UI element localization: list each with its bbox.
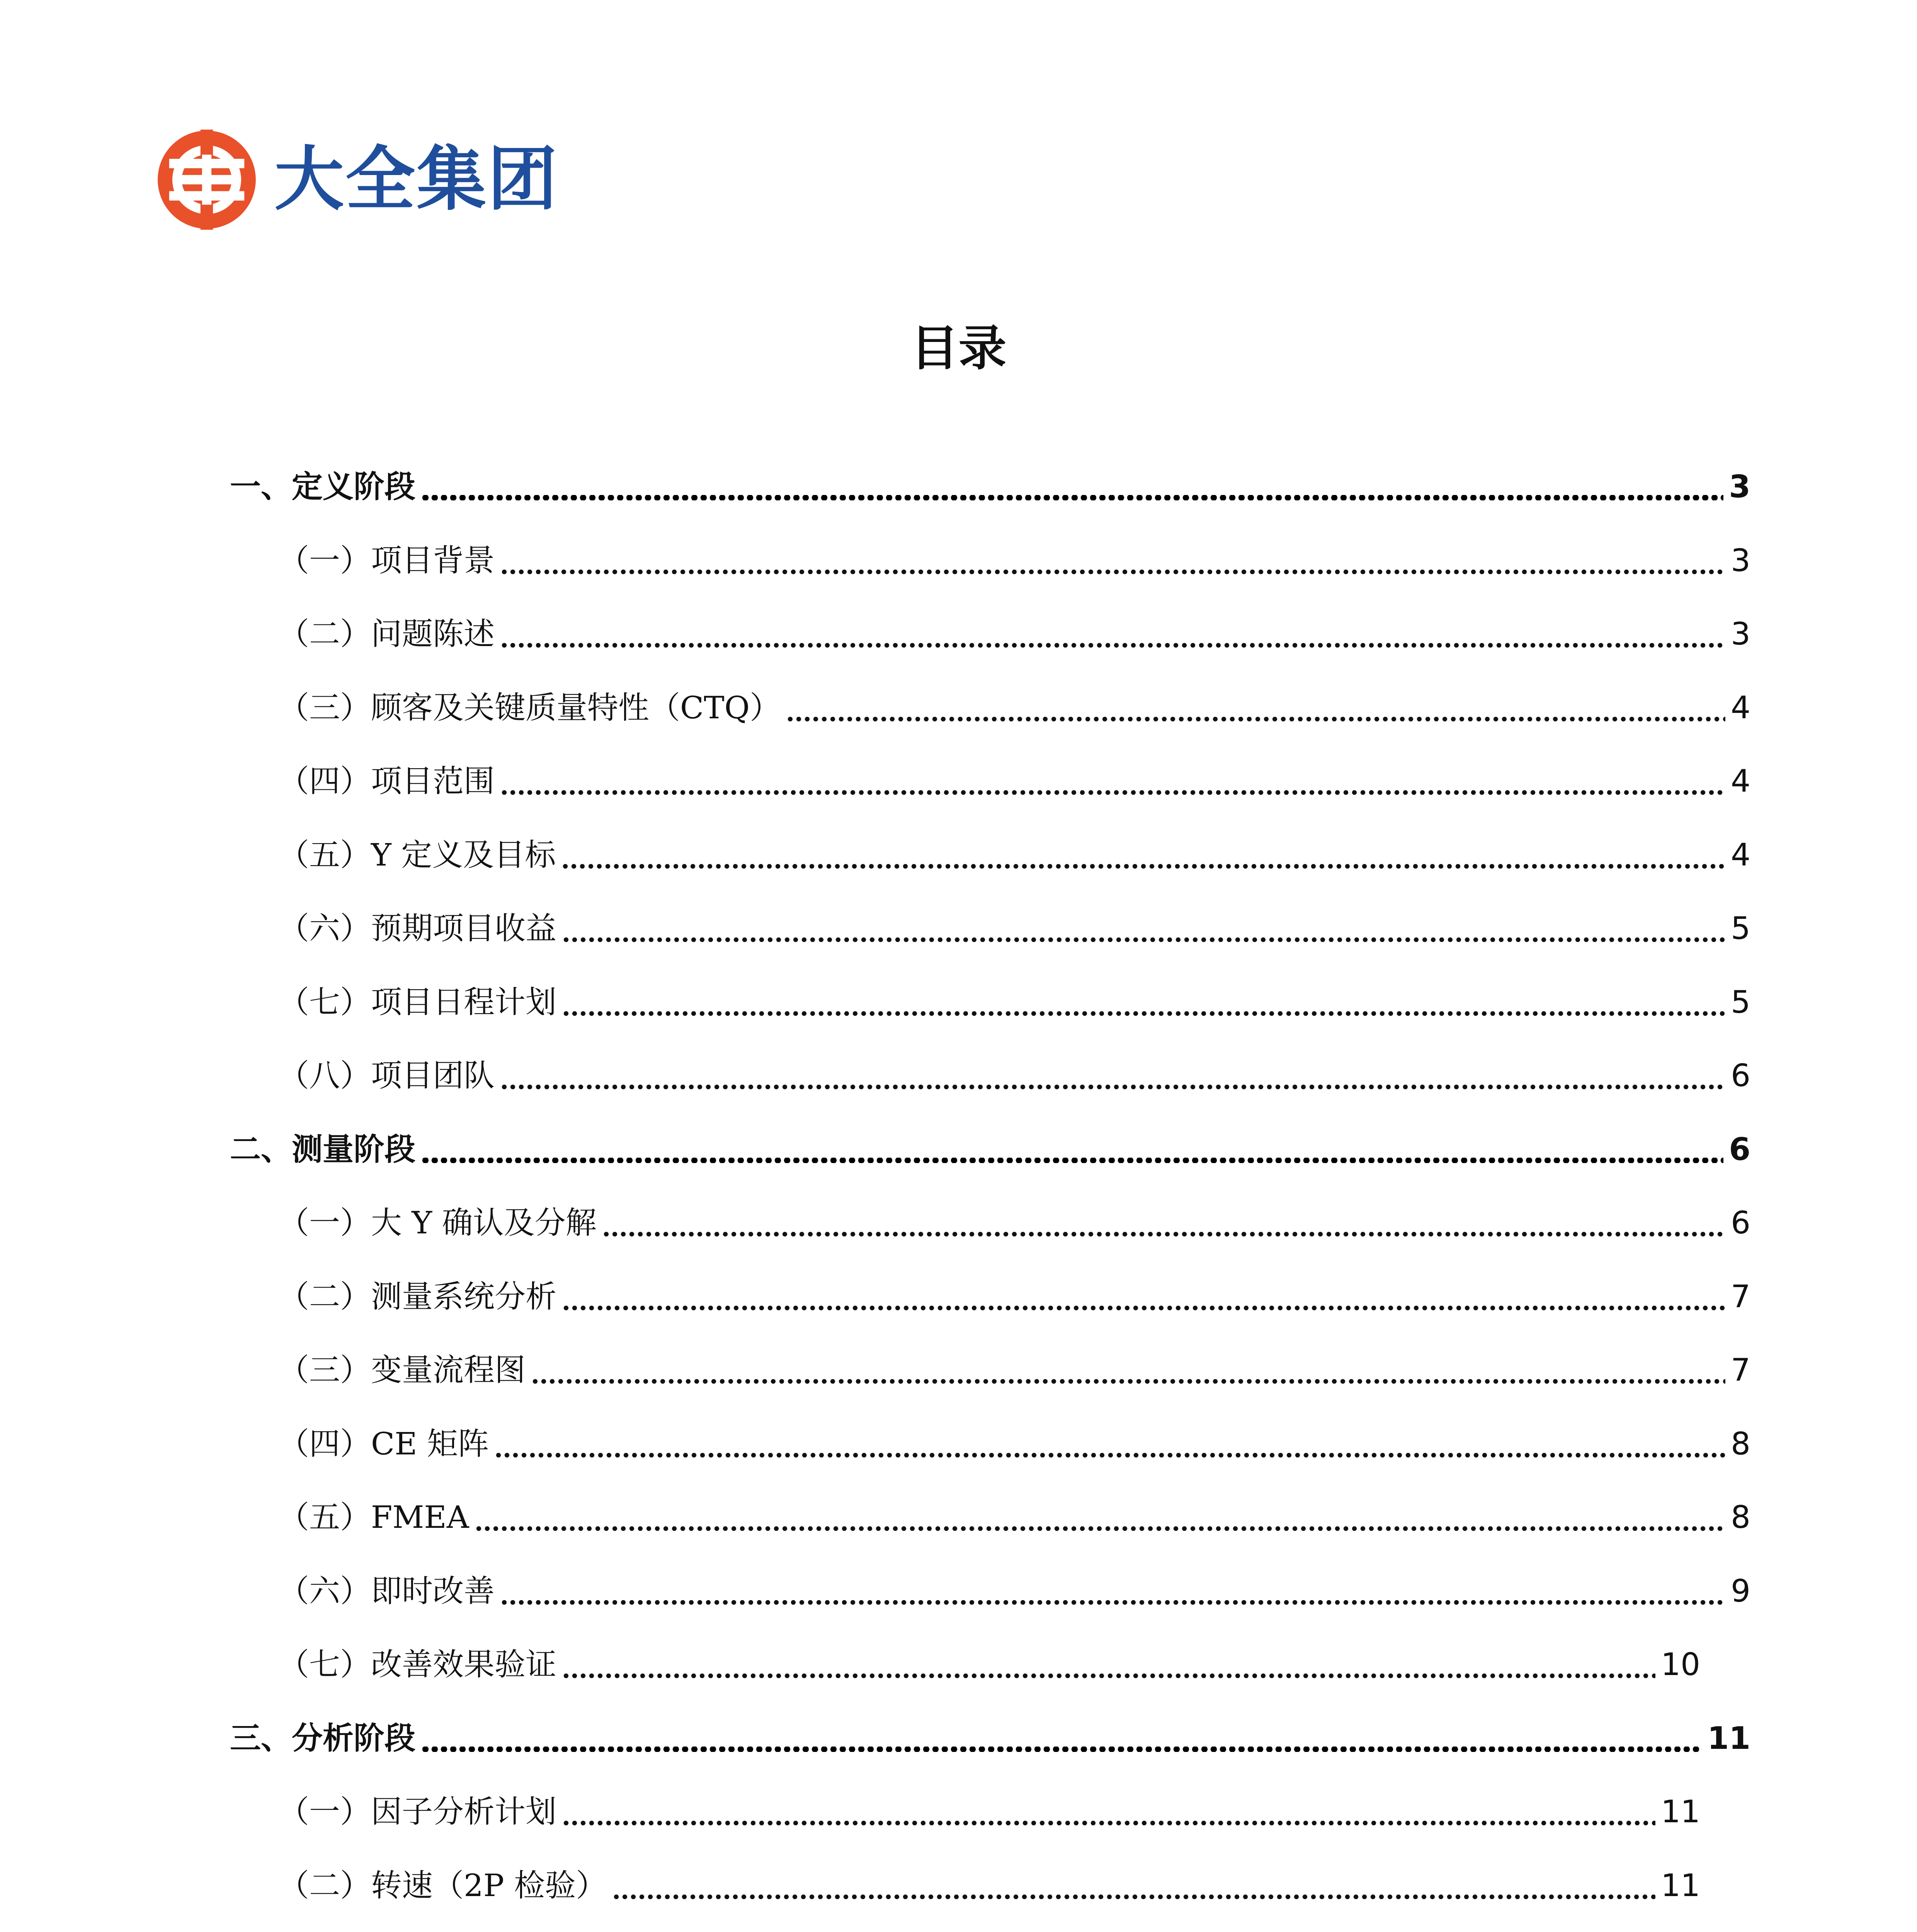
toc-entry-page: 7	[1731, 1279, 1750, 1315]
toc-title: 目录	[910, 321, 1007, 376]
toc-entry-label: （二）测量系统分析	[278, 1279, 556, 1315]
toc-dot-leader	[500, 547, 1725, 574]
toc-entry-page: 5	[1731, 910, 1750, 946]
toc-dot-leader	[562, 1651, 1655, 1678]
toc-subsection-entry[interactable]	[278, 1347, 1750, 1393]
toc-entry-label: （一）项目背景	[278, 543, 495, 578]
toc-entry-page: 3	[1729, 469, 1750, 505]
toc-entry-label: （三）顾客及关键质量特性（CTQ）	[278, 690, 781, 726]
toc-dot-leader	[562, 1798, 1655, 1825]
toc-entry-label: 一、定义阶段	[230, 469, 415, 505]
toc-section-entry[interactable]	[230, 464, 1750, 510]
toc-subsection-entry[interactable]	[278, 979, 1750, 1026]
toc-entry-label: （五）FMEA	[278, 1499, 469, 1535]
toc-entry-page: 6	[1729, 1131, 1750, 1167]
toc-dot-leader	[500, 1578, 1725, 1605]
toc-dot-leader	[475, 1504, 1726, 1531]
toc-entry-label: （七）改善效果验证	[278, 1646, 556, 1682]
toc-dot-leader	[561, 842, 1725, 869]
toc-entry-page: 7	[1731, 1352, 1750, 1388]
toc-entry-label: （八）项目团队	[278, 1058, 495, 1094]
company-name: 大全集团	[274, 139, 559, 220]
toc-dot-leader	[500, 768, 1725, 795]
toc-dot-leader	[500, 621, 1725, 648]
toc-dot-leader	[421, 473, 1723, 500]
toc-subsection-entry[interactable]	[278, 1053, 1750, 1099]
toc-entry-label: 二、测量阶段	[230, 1131, 415, 1167]
toc-entry-page: 11	[1707, 1720, 1750, 1756]
toc-dot-leader	[602, 1209, 1725, 1236]
toc-entry-page: 4	[1731, 837, 1750, 873]
toc-dot-leader	[562, 1283, 1725, 1310]
toc-entry-page: 4	[1731, 690, 1750, 726]
toc-entry-page: 10	[1661, 1646, 1700, 1682]
toc-entry-label: （五）Y 定义及目标	[278, 837, 556, 873]
toc-subsection-entry[interactable]	[278, 758, 1750, 804]
toc-subsection-entry[interactable]	[278, 1568, 1750, 1614]
toc-entry-page: 8	[1731, 1499, 1750, 1535]
toc-entry-page: 9	[1731, 1573, 1750, 1609]
toc-section-entry[interactable]	[230, 1715, 1750, 1762]
toc-entry-label: （二）问题陈述	[278, 616, 495, 652]
toc-entry-label: （三）变量流程图	[278, 1352, 526, 1388]
toc-entry-page: 5	[1731, 984, 1750, 1020]
toc-entry-label: （六）预期项目收益	[278, 910, 556, 946]
toc-entry-label: （四）CE 矩阵	[278, 1426, 489, 1462]
toc-entry-label: （六）即时改善	[278, 1573, 495, 1609]
toc-entry-page: 4	[1731, 763, 1750, 799]
toc-entry-label: （四）项目范围	[278, 763, 495, 799]
toc-dot-leader	[562, 989, 1725, 1016]
toc-subsection-entry[interactable]	[278, 1274, 1750, 1320]
toc-entry-label: （二）转速（2P 检验）	[278, 1867, 607, 1903]
toc-entry-page: 8	[1731, 1426, 1750, 1462]
toc-subsection-entry[interactable]	[278, 685, 1750, 731]
toc-entry-page: 3	[1731, 616, 1750, 652]
toc-subsection-entry[interactable]	[278, 537, 1750, 584]
toc-entry-label: （一）因子分析计划	[278, 1794, 556, 1830]
toc-subsection-entry[interactable]	[278, 905, 1750, 952]
toc-subsection-entry[interactable]	[278, 1789, 1700, 1835]
toc-subsection-entry[interactable]	[278, 1862, 1700, 1909]
toc-dot-leader	[500, 1062, 1725, 1089]
toc-dot-leader	[494, 1430, 1725, 1458]
toc-subsection-entry[interactable]	[278, 1421, 1750, 1467]
toc-dot-leader	[421, 1725, 1702, 1752]
toc-section-entry[interactable]	[230, 1126, 1750, 1173]
toc-entry-label: 三、分析阶段	[230, 1720, 415, 1756]
toc-dot-leader	[421, 1136, 1723, 1163]
toc-subsection-entry[interactable]	[278, 611, 1750, 657]
toc-subsection-entry[interactable]	[278, 832, 1750, 878]
toc-entry-label: （一）大 Y 确认及分解	[278, 1205, 597, 1241]
toc-dot-leader	[786, 694, 1725, 721]
toc-entry-page: 6	[1731, 1058, 1750, 1094]
toc-entry-page: 11	[1661, 1794, 1700, 1830]
toc-entry-page: 3	[1731, 543, 1750, 578]
toc-subsection-entry[interactable]	[278, 1494, 1750, 1541]
toc-subsection-entry[interactable]	[278, 1200, 1750, 1246]
toc-dot-leader	[612, 1872, 1655, 1899]
toc-subsection-entry[interactable]	[278, 1641, 1700, 1688]
toc-entry-page: 6	[1731, 1205, 1750, 1241]
toc-dot-leader	[562, 915, 1725, 942]
toc-entry-page: 11	[1661, 1867, 1700, 1903]
toc-entry-label: （七）项目日程计划	[278, 984, 556, 1020]
toc-dot-leader	[531, 1357, 1725, 1384]
